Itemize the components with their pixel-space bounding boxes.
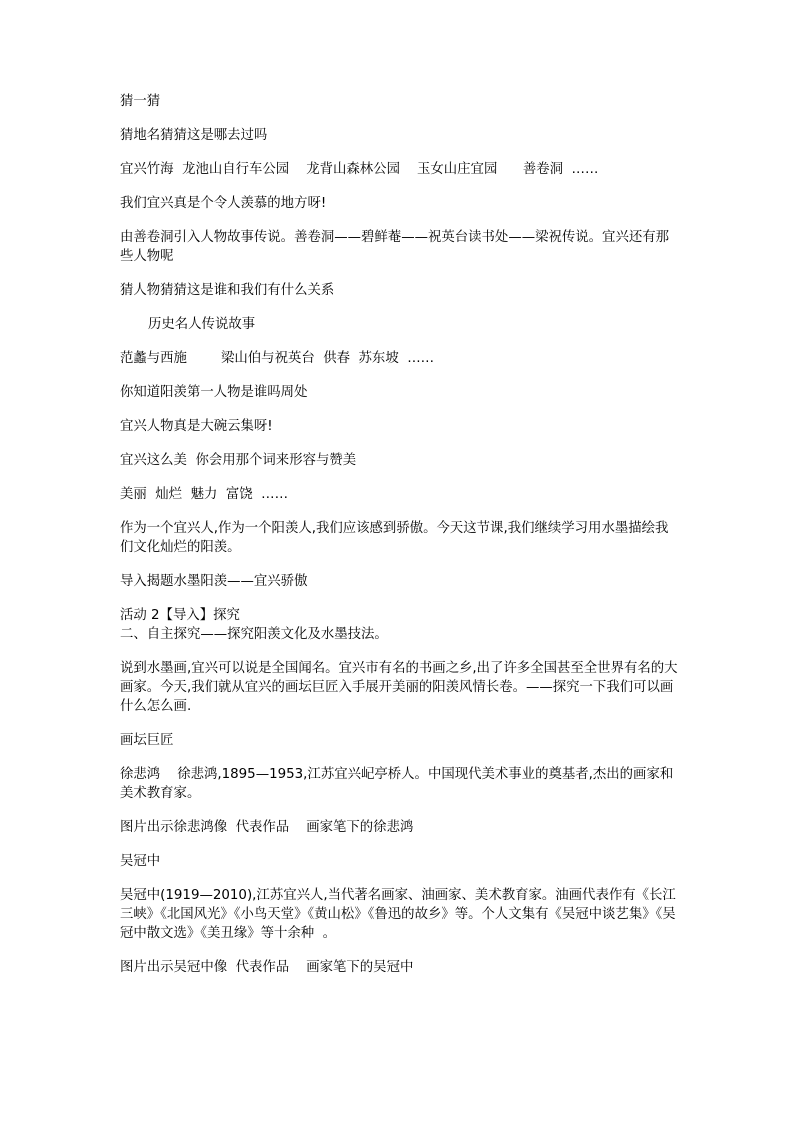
masters-heading: 画坛巨匠 bbox=[120, 733, 174, 748]
wu-guanzhong-heading: 吴冠中 bbox=[120, 854, 161, 869]
wu-guanzhong-images-note: 图片出示吴冠中像 代表作品 画家笔下的吴冠中 bbox=[120, 960, 414, 975]
history-figures-heading: 历史名人传说故事 bbox=[148, 317, 256, 332]
guess-person-prompt: 猜人物猜猜这是谁和我们有什么关系 bbox=[120, 283, 335, 298]
adjective-list: 美丽 灿烂 魅力 富饶 …… bbox=[120, 487, 288, 502]
describe-prompt: 宜兴这么美 你会用那个词来形容与赞美 bbox=[120, 453, 357, 468]
place-exclamation: 我们宜兴真是个令人羡慕的地方呀! bbox=[120, 196, 327, 211]
document-page bbox=[120, 92, 680, 992]
topic-reveal: 导入揭题水墨阳羡——宜兴骄傲 bbox=[120, 574, 308, 589]
heading-guess: 猜一猜 bbox=[120, 94, 161, 109]
figures-exclamation: 宜兴人物真是大碗云集呀! bbox=[120, 419, 273, 434]
xu-beihong-images-note: 图片出示徐悲鸿像 代表作品 画家笔下的徐悲鸿 bbox=[120, 820, 414, 835]
first-figure-question: 你知道阳羡第一人物是谁吗周处 bbox=[120, 385, 308, 400]
ink-painting-paragraph: 说到水墨画,宜兴可以说是全国闻名。宜兴市有名的书画之乡,出了许多全国甚至全世界有名的大画家。今天,我们就从宜兴的画坛巨匠入手展开美丽的阳羡风情长卷。——探究一下我们可以画什么怎么画. bbox=[120, 661, 678, 714]
figures-list: 范蠡与西施 梁山伯与祝英台 供春 苏东坡 …… bbox=[120, 351, 435, 366]
story-intro-paragraph: 由善卷洞引入人物故事传说。善卷洞——碧鲜菴——祝英台读书处——梁祝传说。宜兴还有那些人物呢 bbox=[120, 230, 670, 264]
section-2-heading: 二、自主探究——探究阳羡文化及水墨技法。 bbox=[120, 627, 388, 642]
xu-beihong-bio: 徐悲鸿 徐悲鸿,1895—1953,江苏宜兴屺亭桥人。中国现代美术事业的奠基者,杰出的画家和美术教育家。 bbox=[120, 767, 674, 801]
activity-2-heading: 活动 2【导入】探究 bbox=[120, 608, 240, 623]
wu-guanzhong-bio: 吴冠中(1919—2010),江苏宜兴人,当代著名画家、油画家、美术教育家。油画代表作有《长江三峡》《北国风光》《小鸟天堂》《黄山松》《鲁迅的故乡》等。个人文集有《吴冠中谈艺集》《吴冠中散文选》《美丑缘》等十余种 。 bbox=[120, 888, 676, 941]
guess-place-prompt: 猜地名猜猜这是哪去过吗 bbox=[120, 128, 268, 143]
place-list: 宜兴竹海 龙池山自行车公园 龙背山森林公园 玉女山庄宜园 善卷洞 …… bbox=[120, 162, 599, 177]
pride-paragraph: 作为一个宜兴人,作为一个阳羡人,我们应该感到骄傲。今天这节课,我们继续学习用水墨描绘我们文化灿烂的阳羡。 bbox=[120, 521, 669, 555]
